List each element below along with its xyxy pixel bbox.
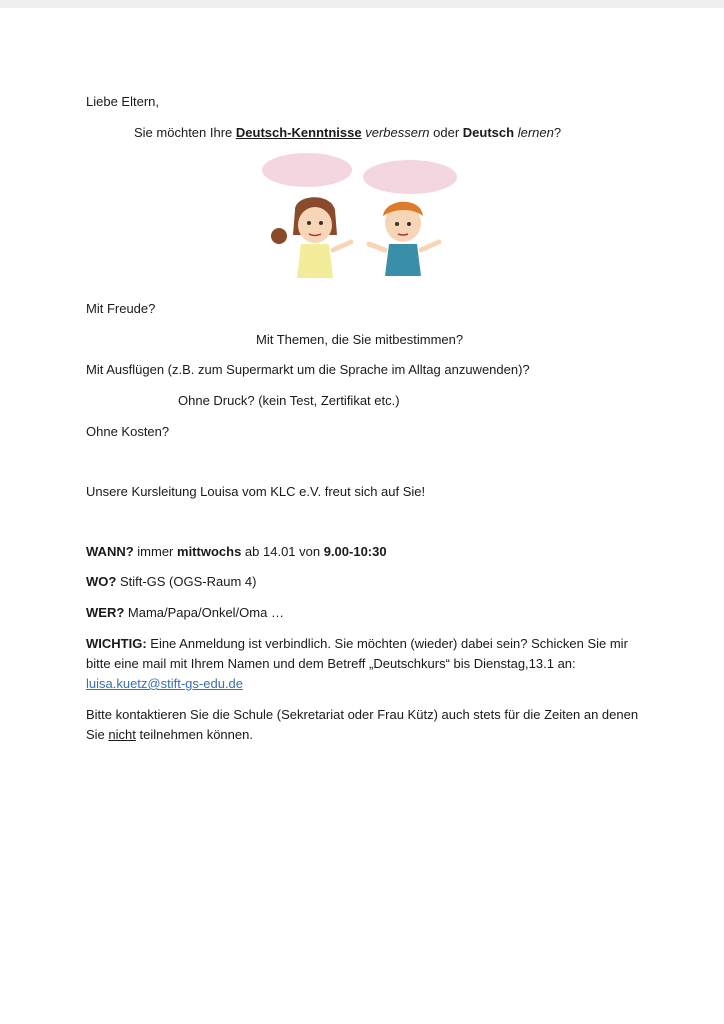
wo-label: WO? <box>86 574 117 589</box>
question-freude: Mit Freude? <box>86 301 156 316</box>
wichtig-paragraph <box>86 634 656 694</box>
wer-label: WER? <box>86 605 125 620</box>
intro-lernen: lernen <box>517 125 554 140</box>
wer-text: Mama/Papa/Onkel/Oma … <box>124 605 284 620</box>
kursleitung-line: Unsere Kursleitung Louisa vom KLC e.V. freut sich auf Sie! <box>86 484 426 499</box>
intro-suffix: ? <box>553 125 562 140</box>
wichtig-label: WICHTIG: <box>86 636 147 651</box>
kontakt-nicht: nicht <box>108 727 136 742</box>
speech-bubble-left-icon <box>262 153 352 187</box>
intro-line <box>134 123 561 143</box>
kontakt-paragraph <box>86 705 656 745</box>
kontakt-text1: Bitte kontaktieren Sie die Schule (Sekretariat oder Frau Kütz) auch stets für die Zeiten an denen Sie <box>86 707 639 742</box>
wann-time: 9.00-10:30 <box>323 544 387 559</box>
question-themen: Mit Themen, die Sie mitbestimmen? <box>256 332 464 347</box>
question-kosten: Ohne Kosten? <box>86 424 170 439</box>
kontakt-text2: teilnehmen können. <box>135 727 253 742</box>
girl-icon <box>271 197 351 278</box>
wo-text: Stift-GS (OGS-Raum 4) <box>116 574 257 589</box>
boy-icon <box>369 202 439 276</box>
question-ausfluege: Mit Ausflügen (z.B. zum Supermarkt um die Sprache im Alltag anzuwenden)? <box>86 362 530 377</box>
wo-line <box>86 572 256 592</box>
intro-verbessern: verbessern <box>365 125 430 140</box>
question-druck: Ohne Druck? (kein Test, Zertifikat etc.) <box>178 393 400 408</box>
intro-prefix: Sie möchten Ihre <box>134 125 236 140</box>
wann-text2: ab 14.01 von <box>241 544 324 559</box>
speech-bubble-right-icon <box>363 160 457 194</box>
wann-text1: immer <box>133 544 178 559</box>
top-bar <box>0 0 724 8</box>
intro-kenntnisse: Deutsch-Kenntnisse <box>235 125 362 140</box>
wann-day: mittwochs <box>177 544 242 559</box>
wer-line <box>86 603 284 623</box>
intro-deutsch: Deutsch <box>462 125 515 140</box>
wann-line <box>86 542 387 562</box>
wichtig-text: Eine Anmeldung ist verbindlich. Sie möchten (wieder) dabei sein? Schicken Sie mir bitte eine mail mit Ihrem Namen und dem Betreff „Deutschkurs“ bis Dienstag,13.1 an: <box>86 636 628 671</box>
greeting: Liebe Eltern, <box>86 94 159 109</box>
two-children-speech-bubbles-icon <box>255 150 470 280</box>
email-link[interactable]: luisa.kuetz@stift-gs-edu.de <box>86 676 243 691</box>
intro-oder: oder <box>429 125 463 140</box>
wann-label: WANN? <box>86 544 134 559</box>
